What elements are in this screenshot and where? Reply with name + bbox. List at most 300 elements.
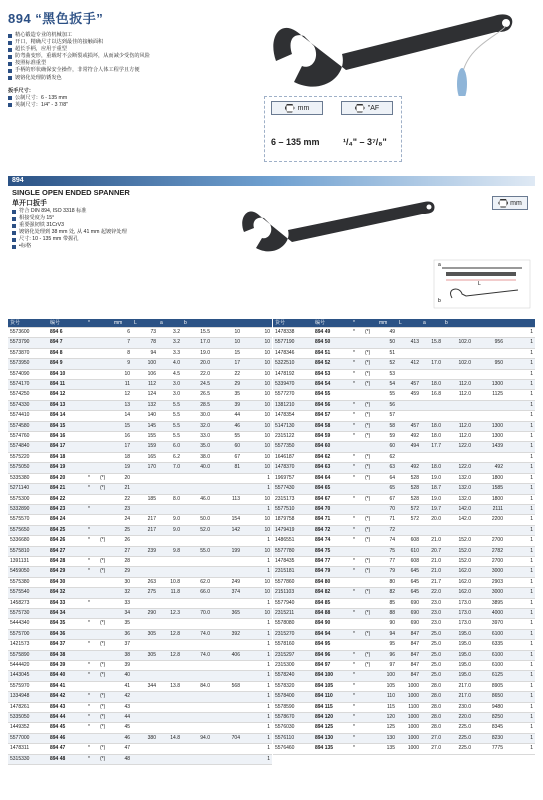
table-cell bbox=[86, 442, 98, 452]
table-row bbox=[8, 661, 272, 671]
table-cell: 62.0 bbox=[182, 577, 212, 587]
table-cell: 528 bbox=[397, 494, 421, 504]
table-cell bbox=[132, 484, 158, 494]
table-cell: * bbox=[351, 359, 363, 369]
table-cell: 1 bbox=[242, 504, 272, 514]
table-cell: 17 bbox=[212, 359, 242, 369]
table-row bbox=[273, 390, 535, 400]
table-cell: 5576030 bbox=[273, 723, 313, 733]
table-cell bbox=[98, 598, 112, 608]
table-cell bbox=[158, 671, 182, 681]
table-cell: 894 14 bbox=[48, 411, 86, 421]
table-cell: 112.0 bbox=[443, 421, 473, 431]
table-cell: 77 bbox=[377, 556, 397, 566]
table-cell bbox=[158, 640, 182, 650]
table-cell: 10 bbox=[242, 411, 272, 421]
table-cell: 5577430 bbox=[273, 484, 313, 494]
table-cell bbox=[351, 546, 363, 556]
table-cell: * bbox=[86, 473, 98, 483]
table-cell: 1000 bbox=[397, 681, 421, 691]
table-cell: 1585 bbox=[473, 484, 505, 494]
table-cell bbox=[98, 629, 112, 639]
table-cell: 9 bbox=[112, 359, 132, 369]
table-cell: 1300 bbox=[473, 421, 505, 431]
table-cell: 1 bbox=[505, 702, 535, 712]
table-cell: 1 bbox=[505, 546, 535, 556]
table-cell: 38.0 bbox=[182, 452, 212, 462]
table-cell bbox=[443, 400, 473, 410]
table-row bbox=[273, 608, 535, 618]
table-cell: 894 79 bbox=[313, 567, 351, 577]
table-cell: 94.0 bbox=[182, 733, 212, 743]
table-cell: 894 110 bbox=[313, 692, 351, 702]
table-row bbox=[273, 713, 535, 723]
table-cell: 1 bbox=[505, 723, 535, 733]
table-cell: 78 bbox=[132, 338, 158, 348]
table-cell: 894 36 bbox=[48, 629, 86, 639]
table-cell bbox=[86, 421, 98, 431]
table-cell: 1478338 bbox=[273, 328, 313, 338]
table-cell: 10 bbox=[242, 390, 272, 400]
table-cell: 27 bbox=[112, 546, 132, 556]
table-cell: 6 bbox=[112, 328, 132, 338]
table-cell: 1 bbox=[505, 442, 535, 452]
table-cell: 894 32 bbox=[48, 588, 86, 598]
col-header bbox=[98, 319, 112, 328]
table-cell: 1800 bbox=[473, 473, 505, 483]
table-cell bbox=[421, 452, 443, 462]
table-cell: 1 bbox=[505, 484, 535, 494]
table-cell: 5573870 bbox=[8, 348, 48, 358]
table-cell: 1 bbox=[242, 723, 272, 733]
table-row bbox=[273, 661, 535, 671]
table-cell bbox=[212, 692, 242, 702]
table-cell: 894 67 bbox=[313, 494, 351, 504]
table-cell bbox=[98, 432, 112, 442]
table-cell: 894 64 bbox=[313, 473, 351, 483]
table-row bbox=[273, 650, 535, 660]
table-cell: 165 bbox=[132, 452, 158, 462]
table-cell bbox=[86, 411, 98, 421]
table-row bbox=[273, 452, 535, 462]
table-cell bbox=[158, 619, 182, 629]
table-cell: 894 105 bbox=[313, 681, 351, 691]
table-cell bbox=[86, 650, 98, 660]
table-cell: 12 bbox=[112, 390, 132, 400]
table-cell bbox=[158, 754, 182, 764]
table-cell: 1300 bbox=[473, 380, 505, 390]
table-cell: 25 bbox=[112, 525, 132, 535]
table-cell: 1 bbox=[505, 411, 535, 421]
table-cell: 20.0 bbox=[182, 359, 212, 369]
table-cell bbox=[132, 692, 158, 702]
table-cell: 29 bbox=[212, 380, 242, 390]
table-cell: 195.0 bbox=[443, 661, 473, 671]
table-cell: 112.0 bbox=[443, 380, 473, 390]
table-cell: 1 bbox=[242, 754, 272, 764]
table-cell: (*) bbox=[98, 567, 112, 577]
table-cell: 1478354 bbox=[273, 411, 313, 421]
table-cell: 10 bbox=[242, 494, 272, 504]
table-cell: 23.0 bbox=[421, 619, 443, 629]
feature-item: 尺寸: 10 - 135 mm 带握孔 bbox=[12, 236, 127, 243]
table-cell: 412 bbox=[397, 359, 421, 369]
table-cell: 894 90 bbox=[313, 619, 351, 629]
table-cell bbox=[132, 744, 158, 754]
table-cell: 132.0 bbox=[443, 484, 473, 494]
table-cell: 894 45 bbox=[48, 723, 86, 733]
table-cell: 63 bbox=[377, 463, 397, 473]
table-cell: 894 29 bbox=[48, 567, 86, 577]
table-cell: 1 bbox=[505, 421, 535, 431]
table-cell: 5.5 bbox=[158, 400, 182, 410]
feature-item: 重要强韧铁 31CrV3 bbox=[12, 222, 127, 229]
table-cell: * bbox=[351, 380, 363, 390]
table-row bbox=[8, 515, 272, 525]
mm-badge-2: mm bbox=[492, 196, 528, 210]
table-cell: 1 bbox=[505, 608, 535, 618]
table-cell: 1 bbox=[505, 359, 535, 369]
table-cell bbox=[363, 692, 377, 702]
table-cell: 15 bbox=[112, 421, 132, 431]
table-cell: 2315297 bbox=[273, 650, 313, 660]
table-cell: * bbox=[351, 525, 363, 535]
table-cell: 894 49 bbox=[313, 328, 351, 338]
table-row bbox=[8, 525, 272, 535]
table-cell: 9480 bbox=[473, 702, 505, 712]
table-cell: 894 6 bbox=[48, 328, 86, 338]
table-cell: 26.5 bbox=[182, 390, 212, 400]
table-cell: 112 bbox=[132, 380, 158, 390]
table-row bbox=[8, 390, 272, 400]
table-cell: 12.3 bbox=[158, 608, 182, 618]
table-cell: 894 12 bbox=[48, 390, 86, 400]
table-cell bbox=[86, 608, 98, 618]
table-cell bbox=[86, 432, 98, 442]
table-cell: 1 bbox=[505, 432, 535, 442]
table-cell bbox=[158, 556, 182, 566]
table-cell: * bbox=[351, 702, 363, 712]
table-cell: 894 75 bbox=[313, 546, 351, 556]
col-header: 编号 bbox=[313, 319, 351, 328]
table-cell: 1 bbox=[505, 556, 535, 566]
table-cell: 5575970 bbox=[8, 681, 48, 691]
table-cell: 894 41 bbox=[48, 681, 86, 691]
table-cell: 14 bbox=[112, 411, 132, 421]
table-row bbox=[273, 546, 535, 556]
table-cell: 56 bbox=[377, 400, 397, 410]
feature-item: 符合 DIN 894, ISO 3318 标准 bbox=[12, 208, 127, 215]
table-row bbox=[8, 338, 272, 348]
table-cell: 44 bbox=[112, 713, 132, 723]
table-cell: 5575540 bbox=[8, 588, 48, 598]
table-row bbox=[8, 598, 272, 608]
table-cell bbox=[182, 754, 212, 764]
table-cell: 1000 bbox=[397, 744, 421, 754]
table-cell bbox=[363, 640, 377, 650]
table-row bbox=[273, 556, 535, 566]
range-heading: 扳手尺寸： bbox=[8, 87, 34, 94]
table-cell: 1 bbox=[242, 556, 272, 566]
table-cell: 894 52 bbox=[313, 359, 351, 369]
col-header: b bbox=[182, 319, 212, 328]
table-row bbox=[8, 650, 272, 660]
table-row bbox=[8, 567, 272, 577]
table-cell: 21.0 bbox=[421, 567, 443, 577]
table-cell: 18.0 bbox=[421, 380, 443, 390]
table-cell: * bbox=[351, 744, 363, 754]
table-cell bbox=[182, 567, 212, 577]
col-header bbox=[242, 319, 272, 328]
table-cell bbox=[212, 619, 242, 629]
table-row bbox=[273, 359, 535, 369]
table-cell: (*) bbox=[98, 692, 112, 702]
table-row bbox=[8, 400, 272, 410]
table-cell bbox=[363, 619, 377, 629]
table-cell: 18.0 bbox=[421, 463, 443, 473]
table-cell: 4000 bbox=[473, 608, 505, 618]
table-cell: 10 bbox=[242, 525, 272, 535]
table-cell bbox=[351, 577, 363, 587]
table-cell: 95 bbox=[377, 640, 397, 650]
table-cell: 10 bbox=[242, 338, 272, 348]
table-cell: 5332890 bbox=[8, 504, 48, 514]
section-band: 894 bbox=[8, 176, 535, 186]
table-row bbox=[8, 504, 272, 514]
table-cell: 894 88 bbox=[313, 608, 351, 618]
table-cell: 1 bbox=[242, 567, 272, 577]
table-cell: 46 bbox=[212, 421, 242, 431]
table-body-left bbox=[8, 328, 272, 765]
table-cell: 6100 bbox=[473, 661, 505, 671]
table-cell: 1 bbox=[242, 598, 272, 608]
table-cell bbox=[473, 525, 505, 535]
table-cell: 894 20 bbox=[48, 473, 86, 483]
table-cell: 100 bbox=[132, 359, 158, 369]
table-cell: 894 23 bbox=[48, 504, 86, 514]
table-cell: 90 bbox=[377, 619, 397, 629]
table-cell: 1 bbox=[505, 744, 535, 754]
table-cell: 1 bbox=[505, 390, 535, 400]
feature-item: •标格 bbox=[12, 243, 127, 250]
table-cell: (*) bbox=[363, 380, 377, 390]
table-cell: 6125 bbox=[473, 671, 505, 681]
table-cell: 5576460 bbox=[273, 744, 313, 754]
table-cell: 1 bbox=[505, 640, 535, 650]
table-cell: 43 bbox=[112, 702, 132, 712]
table-cell: (*) bbox=[363, 525, 377, 535]
size-table-right bbox=[273, 319, 535, 755]
table-cell: 159 bbox=[132, 442, 158, 452]
table-cell: 894 24 bbox=[48, 515, 86, 525]
table-cell: 28.0 bbox=[421, 692, 443, 702]
table-cell: 1 bbox=[505, 348, 535, 358]
table-cell: 195.0 bbox=[443, 640, 473, 650]
table-cell: 10 bbox=[242, 608, 272, 618]
table-cell bbox=[132, 567, 158, 577]
table-cell: 5575890 bbox=[8, 650, 48, 660]
table-row bbox=[8, 328, 272, 338]
table-cell: * bbox=[86, 567, 98, 577]
table-cell: 1 bbox=[242, 536, 272, 546]
table-cell: (*) bbox=[363, 629, 377, 639]
table-cell: 5577510 bbox=[273, 504, 313, 514]
table-cell bbox=[132, 723, 158, 733]
table-cell: 9.8 bbox=[158, 546, 182, 556]
table-cell: 170 bbox=[132, 463, 158, 473]
table-cell: 32 bbox=[112, 588, 132, 598]
table-cell: 217.0 bbox=[443, 692, 473, 702]
table-cell bbox=[351, 338, 363, 348]
table-cell bbox=[182, 536, 212, 546]
table-cell: 13.8 bbox=[158, 681, 182, 691]
table-cell bbox=[363, 338, 377, 348]
table-row bbox=[273, 723, 535, 733]
table-cell: 4.5 bbox=[158, 369, 182, 379]
table-cell: 37 bbox=[112, 640, 132, 650]
table-cell: 894 50 bbox=[313, 338, 351, 348]
table-cell: 392 bbox=[212, 629, 242, 639]
table-cell: (*) bbox=[363, 536, 377, 546]
table-cell: 5574330 bbox=[8, 400, 48, 410]
table-cell: 5459050 bbox=[8, 567, 48, 577]
table-row bbox=[8, 619, 272, 629]
table-cell bbox=[397, 348, 421, 358]
table-cell: 195.0 bbox=[443, 671, 473, 681]
table-cell: 225.0 bbox=[443, 733, 473, 743]
table-cell: 12.8 bbox=[158, 629, 182, 639]
table-cell: * bbox=[86, 754, 98, 764]
table-cell: (*) bbox=[98, 713, 112, 723]
table-cell: 645 bbox=[397, 567, 421, 577]
table-cell: 5577350 bbox=[273, 442, 313, 452]
table-cell: 5575050 bbox=[8, 463, 48, 473]
table-cell: 5335380 bbox=[8, 473, 48, 483]
table-cell: 57 bbox=[377, 411, 397, 421]
table-cell: 1000 bbox=[397, 733, 421, 743]
table-cell: 110 bbox=[377, 692, 397, 702]
table-cell bbox=[98, 546, 112, 556]
table-cell: 64 bbox=[377, 473, 397, 483]
table-cell bbox=[473, 369, 505, 379]
table-cell: 10 bbox=[242, 328, 272, 338]
table-row bbox=[273, 692, 535, 702]
table-cell bbox=[363, 744, 377, 754]
table-cell: 13 bbox=[112, 400, 132, 410]
table-cell bbox=[212, 754, 242, 764]
table-cell: 894 22 bbox=[48, 494, 86, 504]
table-cell: 2200 bbox=[473, 515, 505, 525]
table-cell: * bbox=[351, 608, 363, 618]
table-cell bbox=[351, 619, 363, 629]
table-cell bbox=[98, 681, 112, 691]
table-cell: 33 bbox=[112, 598, 132, 608]
table-cell bbox=[443, 369, 473, 379]
table-cell: 894 37 bbox=[48, 640, 86, 650]
table-cell bbox=[98, 650, 112, 660]
table-cell: 374 bbox=[212, 588, 242, 598]
svg-text:b: b bbox=[438, 298, 441, 304]
table-cell bbox=[86, 390, 98, 400]
table-cell: 1478370 bbox=[273, 463, 313, 473]
table-cell: 457 bbox=[397, 380, 421, 390]
table-cell: 125 bbox=[377, 723, 397, 733]
table-cell: 32.0 bbox=[182, 421, 212, 431]
table-cell: * bbox=[351, 348, 363, 358]
table-cell: (*) bbox=[98, 671, 112, 681]
table-cell: 2700 bbox=[473, 536, 505, 546]
table-cell: 67 bbox=[212, 452, 242, 462]
table-row bbox=[273, 432, 535, 442]
table-cell: 10 bbox=[242, 577, 272, 587]
table-cell: 28 bbox=[112, 556, 132, 566]
size-badges bbox=[264, 96, 402, 162]
table-cell bbox=[132, 713, 158, 723]
table-cell: 847 bbox=[397, 671, 421, 681]
table-cell: 10 bbox=[242, 463, 272, 473]
table-cell: 94 bbox=[377, 629, 397, 639]
table-row bbox=[273, 380, 535, 390]
table-cell bbox=[86, 328, 98, 338]
wrench-image-mid bbox=[238, 196, 438, 256]
table-cell: 5574250 bbox=[8, 390, 48, 400]
table-cell: 82 bbox=[377, 588, 397, 598]
table-cell bbox=[98, 421, 112, 431]
table-cell: 10 bbox=[212, 328, 242, 338]
col-header: 编号 bbox=[48, 319, 86, 328]
table-cell: 6100 bbox=[473, 629, 505, 639]
table-cell: 275 bbox=[132, 588, 158, 598]
table-cell bbox=[86, 380, 98, 390]
table-cell bbox=[182, 713, 212, 723]
table-cell: 847 bbox=[397, 640, 421, 650]
table-cell: 4.0 bbox=[158, 359, 182, 369]
table-cell: 19.0 bbox=[421, 473, 443, 483]
table-row bbox=[273, 619, 535, 629]
table-cell: 5339470 bbox=[273, 380, 313, 390]
table-cell: 19 bbox=[112, 463, 132, 473]
table-cell: 365 bbox=[212, 608, 242, 618]
svg-text:a: a bbox=[438, 262, 441, 268]
table-cell: 38 bbox=[112, 650, 132, 660]
table-cell: 5575570 bbox=[8, 515, 48, 525]
table-cell: 142.0 bbox=[443, 515, 473, 525]
table-cell: 10.8 bbox=[158, 577, 182, 587]
table-cell: (*) bbox=[98, 744, 112, 754]
col-header: b bbox=[443, 319, 473, 328]
table-cell: 132.0 bbox=[443, 494, 473, 504]
table-cell: 1 bbox=[505, 473, 535, 483]
table-cell: 173.0 bbox=[443, 608, 473, 618]
table-cell: 199 bbox=[212, 546, 242, 556]
mm-range: 6 – 135 mm bbox=[271, 137, 320, 147]
col-header bbox=[212, 319, 242, 328]
table-row bbox=[8, 577, 272, 587]
table-row bbox=[8, 671, 272, 681]
table-cell bbox=[443, 348, 473, 358]
table-cell: 195.0 bbox=[443, 650, 473, 660]
col-header: mm bbox=[377, 319, 397, 328]
table-cell: 249 bbox=[212, 577, 242, 587]
table-cell bbox=[473, 328, 505, 338]
table-cell: 894 21 bbox=[48, 484, 86, 494]
table-cell: 492 bbox=[397, 463, 421, 473]
dimension-diagram bbox=[432, 258, 532, 310]
table-cell: 1 bbox=[505, 338, 535, 348]
table-cell: 27.0 bbox=[421, 733, 443, 743]
table-cell: 894 48 bbox=[48, 754, 86, 764]
table-cell: 8250 bbox=[473, 713, 505, 723]
